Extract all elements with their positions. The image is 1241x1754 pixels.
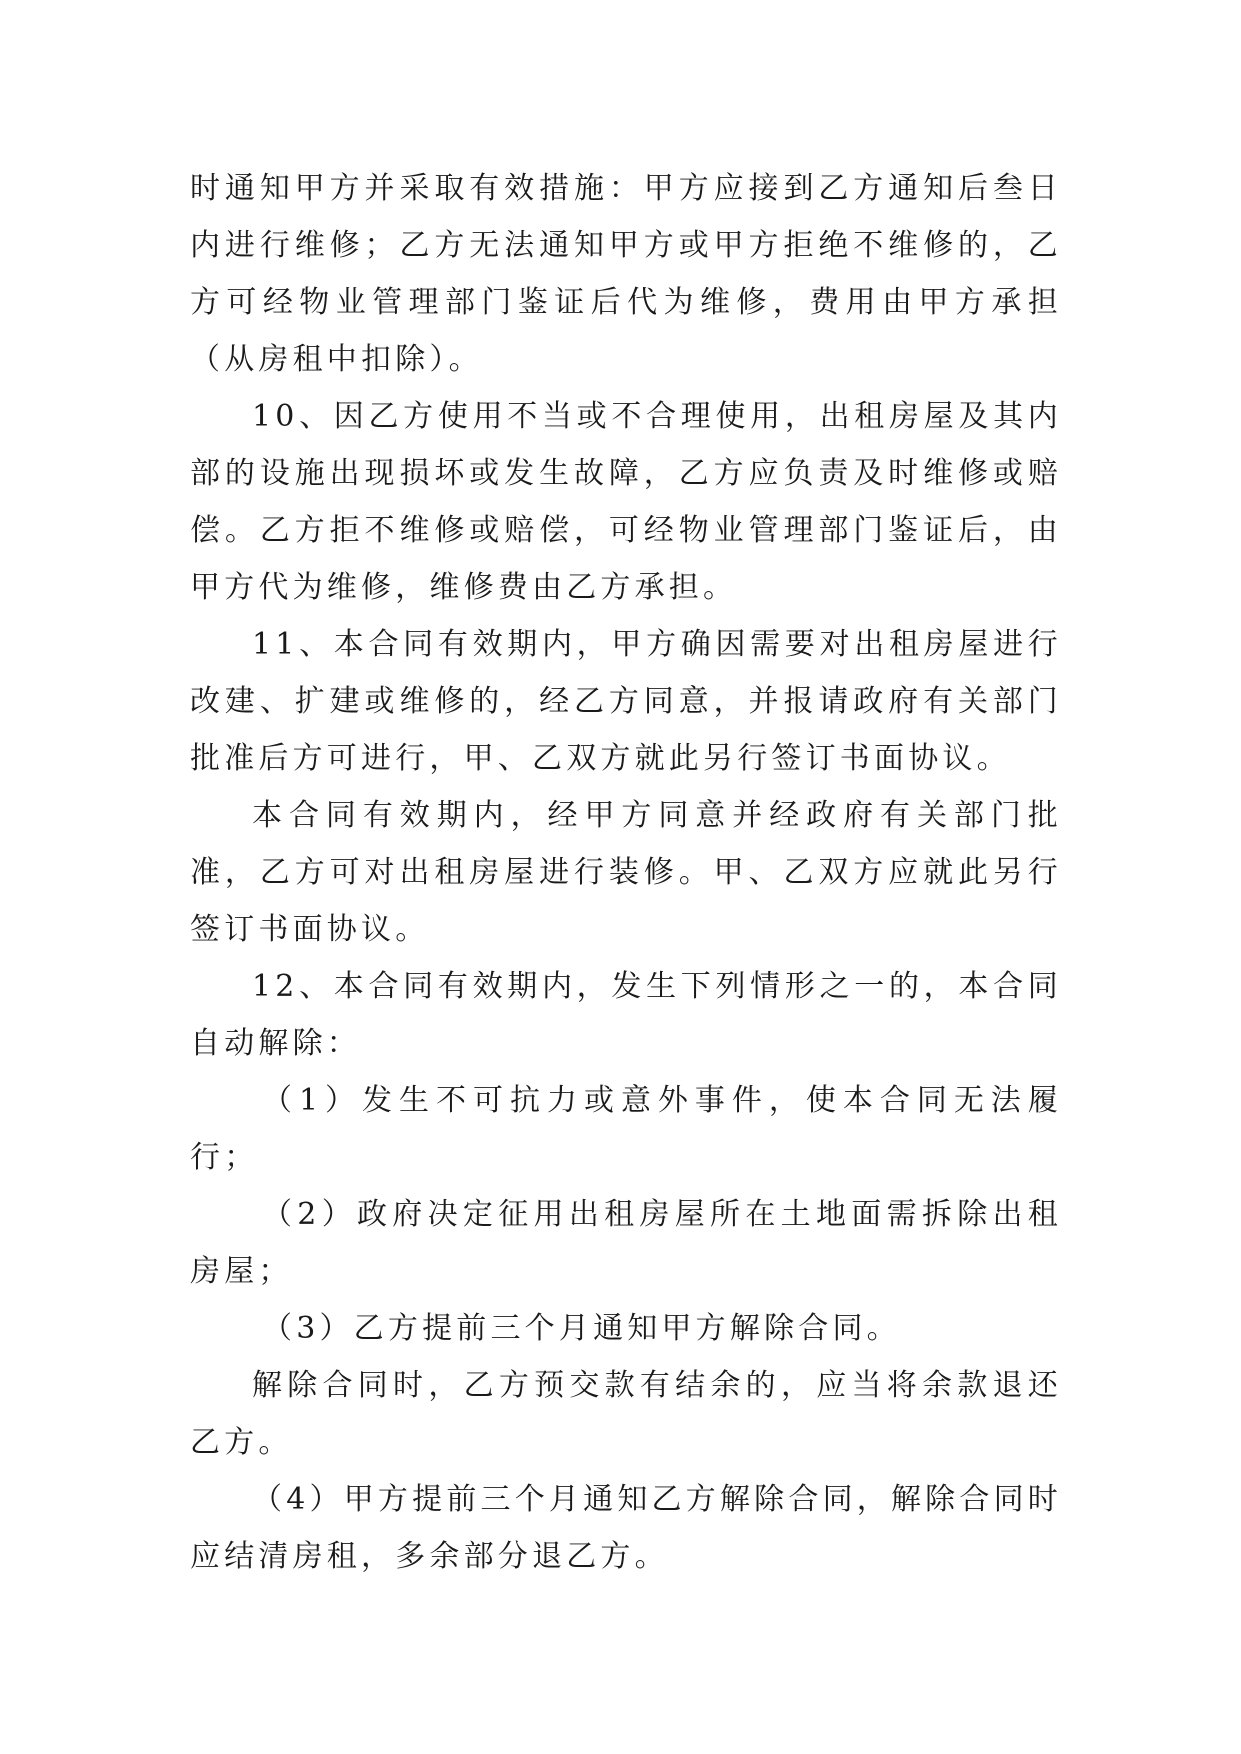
paragraph-clause-10: 10、因乙方使用不当或不合理使用，出租房屋及其内部的设施出现损坏或发生故障，乙方应负责及时维修或赔偿。乙方拒不维修或赔偿，可经物业管理部门鉴证后，由甲方代为维修，维修费由乙方承担。 <box>190 399 1062 605</box>
paragraph-clause-12-item-3: （3）乙方提前三个月通知甲方解除合同。 <box>262 1311 901 1346</box>
paragraph-clause-11: 11、本合同有效期内，甲方确因需要对出租房屋进行改建、扩建或维修的，经乙方同意，并报请政府有关部门批准后方可进行，甲、乙双方就此另行签订书面协议。 <box>190 627 1062 776</box>
paragraph-clause-11-renovation: 本合同有效期内，经甲方同意并经政府有关部门批准，乙方可对出租房屋进行装修。甲、乙双方应就此另行签订书面协议。 <box>190 798 1062 947</box>
paragraph-clause-12-item-2: （2）政府决定征用出租房屋所在土地面需拆除出租房屋； <box>190 1197 1062 1289</box>
paragraph-clause-12-item-1: （1）发生不可抗力或意外事件，使本合同无法履行； <box>190 1083 1062 1175</box>
document-body <box>190 160 1062 1585</box>
paragraph-prepayment-refund: 解除合同时，乙方预交款有结余的，应当将余款退还乙方。 <box>190 1368 1062 1460</box>
paragraph-clause-12: 12、本合同有效期内，发生下列情形之一的，本合同自动解除： <box>190 969 1062 1061</box>
paragraph-repair-notice-continued: 时通知甲方并采取有效措施：甲方应接到乙方通知后叁日内进行维修；乙方无法通知甲方或甲方拒绝不维修的，乙方可经物业管理部门鉴证后代为维修，费用由甲方承担（从房租中扣除）。 <box>190 171 1062 377</box>
paragraph-clause-12-item-4: （4）甲方提前三个月通知乙方解除合同，解除合同时应结清房租，多余部分退乙方。 <box>190 1482 1062 1574</box>
